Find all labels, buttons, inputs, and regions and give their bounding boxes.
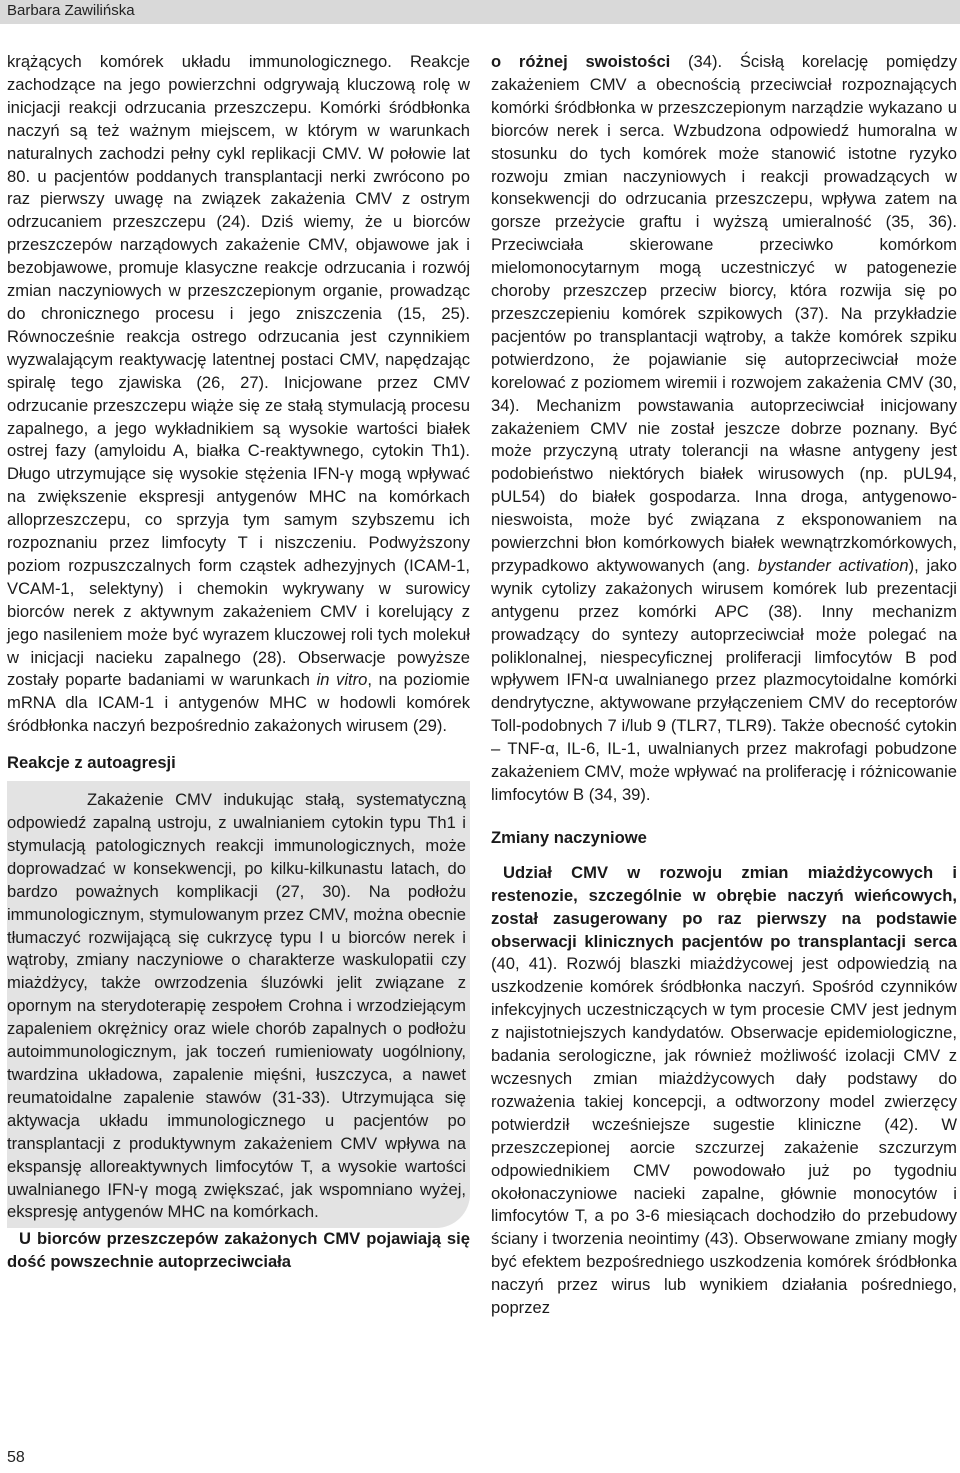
right-para1-text: (34). Ścisłą korelację pomiędzy zakażeniem CMV a obecnością przeciwciał rozpoznających komórki śródbłonka w przeszczepionym narządzie wykazano u biorców nerek i serca. Wzbudzona odpowiedź humoralna w stosunku do tych komórek może stanowić istotne ryzyko rozwoju zmian naczyniowych i reakcji prowadzących w konsekwencji do odrzucania przeszczepu, wpływa zatem na gorsze przeżycie graftu i wyższą umieralność (35, 36). Przeciwciała skierowane przeciwko komórkom mielomonocytarnym mogą uczestniczyć w patogenezie choroby przeszczep przeciw biorcy, która rozwija się po przeszczepieniu komórek szpikowych (37). Na przykładzie pacjentów po transplantacji wątroby, a także komórek szpiku potwierdzono, że pojawianie się autoprzeciwciał może korelować z poziomem wiremii i rozwojem zakażenia CMV (30, 34). Mechanizm powstawania autoprzeciwciał inicjowany zakażeniem CMV nie został jeszcze dobrze poznany. Być może przyczyną utraty tolerancji na własne antygeny jest podobieństwo niektórych białek wirusowych (np. pUL94, pUL54) do białek gospodarza. Inna droga, antygenowo-nieswoista, może być związana z eksponowaniem na powierzchni błon komórkowych białek wewnątrzkomórkowych, przypadkowo aktywowanych (ang.: [491, 52, 957, 575]
section-heading-autoagresja: Reakcje z autoagresji: [7, 753, 176, 773]
boxed-paragraph: Zakażenie CMV indukując stałą, systematyczną odpowiedź zapalną ustroju, z uwalnianiem cytokin typu Th1 i stymulacją patologicznych reakcji immunologicznych, może doprowadzać w konsekwencji, po kilku-kilkunastu latach, do bardzo poważnych komplikacji (27, 30). Na podłożu immunologicznym, stymulowanym przez CMV, można obecnie tłumaczyć rozwijającą się cukrzycę typu I u biorców nerek i wątroby, zmiany naczyniowe o charakterze waskulopatii czy miażdżycy, także owrzodzenia śluzówki jelit związane z opornym na sterydoterapię zespołem Crohna i wrzodziejącym zapaleniem okrężnicy oraz wiele chorób zapalnych o podłożu autoimmunologicznym, jak toczeń rumieniowaty uogólniony, twardzina układowa, zapalenie mięśni, łuszczyca, a nawet reumatoidalne zapalenie stawów (31-33). Utrzymująca się aktywacja układu immunologicznego u pacjentów po transplantacji z produktywnym zakażeniem CMV wpływa na ekspansję alloreaktywnych limfocytów T, a wysokie wartości uwalnianego IFN-γ mogą zwiększać, jak wspomniano wyżej, ekspresję antygenów MHC na komórkach.: [7, 790, 466, 1222]
right-para1-italic: bystander activation: [757, 555, 909, 575]
right-para1-bold: o różnej swoistości: [491, 52, 671, 71]
running-header: [0, 0, 960, 24]
right-para2-text: (40, 41). Rozwój blaszki miażdżycowej jest odpowiedzią na uszkodzenie komórek śródbłonka naczyń. Spośród czynników infekcyjnych uczestniczących w tym procesie CMV jest jednym z najistotniejszych kandydatów. Obserwacje epidemiologiczne, badania serologiczne, jak również możliwość izolacji CMV z wczesnych zmian miażdżycowych dały podstawy do rozważenia takiej koncepcji, a odtworzony model zwierzęcy potwierdził wcześniejsze sugestie kliniczne (42). W przeszczepionej aorcie szczurzej zakażenie szczurzym odpowiednikiem CMV powodowało już po tygodniu okołonaczyniowe nacieki zapalne, głównie monocytów i limfocytów T, a po 3-6 miesiącach dochodziło do przebudowy ściany i tworzenia neointimy (43). Obserwowane zmiany mogły być efektem bezpośredniego uszkodzenia komórek śródbłonka naczyń przez wirus lub wynikiem działania pośredniego, poprzez: [491, 954, 957, 1318]
right-paragraph-1: [491, 51, 957, 807]
left-bold-tail: U biorców przeszczepów zakażonych CMV pojawiają się dość powszechnie autoprzeciwciała: [7, 1229, 470, 1272]
right-para1-end: ), jako wynik cytolizy zakażonych wirusem komórek lub prezentacji antygenu przez komórki APC (38). Inny mechanizm prowadzący do syntezy autoprzeciwciał może polegać na poliklonalnej, niespecyficznej proliferacji limfocytów B pod wpływem IFN-α uwalnianego przez plazmocytoidalne komórki dendrytyczne, aktywowane przyłączeniem CMV do receptorów Toll-podobnych 7 i/lub 9 (TLR7, TLR9). Także obecność cytokin – TNF-α, IL-6, IL-1, uwalnianych przez makrofagi pobudzone zakażeniem CMV, może wpływać na proliferację i różnicowanie limfocytów B (34, 39).: [491, 555, 957, 804]
left-para1-text: krążących komórek układu immunologicznego. Reakcje zachodzące na jego powierzchni odgrywają kluczową rolę w inicjacji reakcji odrzucania przeszczepu. Komórki śródbłonka naczyń są też ważnym miejscem, w którym w warunkach naturalnych zachodzi pełny cykl replikacji CMV. W połowie lat 80. u pacjentów poddanych transplantacji nerki zwrócono po raz pierwszy uwagę na związek zakażenia CMV z ostrym odrzucaniem przeszczepu (24). Dziś wiemy, że u biorców przeszczepów narządowych zakażenie CMV, objawowe jak i bezobjawowe, promuje klasyczne reakcje odrzucania i rozwój zmian naczyniowych w przeszczepionym organie, prowadząc do chronicznego procesu i jego zniszczenia (15, 25). Równocześnie reakcja ostrego odrzucania jest czynnikiem wyzwalającym reaktywację latentnej postaci CMV, napędzając spiralę tego zjawiska (26, 27). Inicjowane przez CMV odrzucanie przeszczepu wiąże się ze stałą stymulacją procesu zapalnego, a jego wykładnikiem są wysokie wartości białek ostrej fazy (amyloidu A, białka C-reaktywnego, cytokin Th1). Długo utrzymujące się wysokie stężenia IFN-γ mogą wpływać na zwiększenie ekspresji antygenów MHC na komórkach alloprzeszczepu, co sprzyja tym samym szybszemu ich rozpoznaniu przez limfocyty T i niszczeniu. Podwyższony poziom rozpuszczalnych form cząstek adhezyjnych (ICAM-1, VCAM-1, selektyny) i chemokin wykrywany w surowicy biorców nerek z aktywnym zakażeniem CMV i korelujący z jego nasileniem może być wyrazem kluczowej roli tych molekuł w inicjacji nacieku zapalnego (28). Obserwacje powyższe zostały poparte badaniami w warunkach: [7, 52, 470, 690]
author-name: Barbara Zawilińska: [7, 2, 135, 19]
left-column: [7, 51, 470, 1274]
page-number: 58: [7, 1449, 25, 1466]
section-heading-zmiany-naczyniowe: Zmiany naczyniowe: [491, 827, 647, 847]
right-para2-bold: Udział CMV w rozwoju zmian miażdżycowych i restenozie, szczególnie w obrębie naczyń wieńcowych, został zasugerowany po raz pierwszy na podstawie obserwacji klinicznych pacjentów po transplantacji serca: [491, 862, 957, 951]
right-paragraph-2: [491, 862, 957, 1320]
highlight-box: [7, 781, 470, 1228]
left-para1-end: , na poziomie mRNA dla ICAM-1 i antygenów MHC w hodowli komórek śródbłonka naczyń bezpośrednio zakażonych wirusem (29).: [7, 670, 471, 736]
left-para1-italic: in vitro: [316, 670, 368, 690]
left-paragraph-1: [7, 51, 470, 738]
right-column: [491, 51, 957, 1320]
